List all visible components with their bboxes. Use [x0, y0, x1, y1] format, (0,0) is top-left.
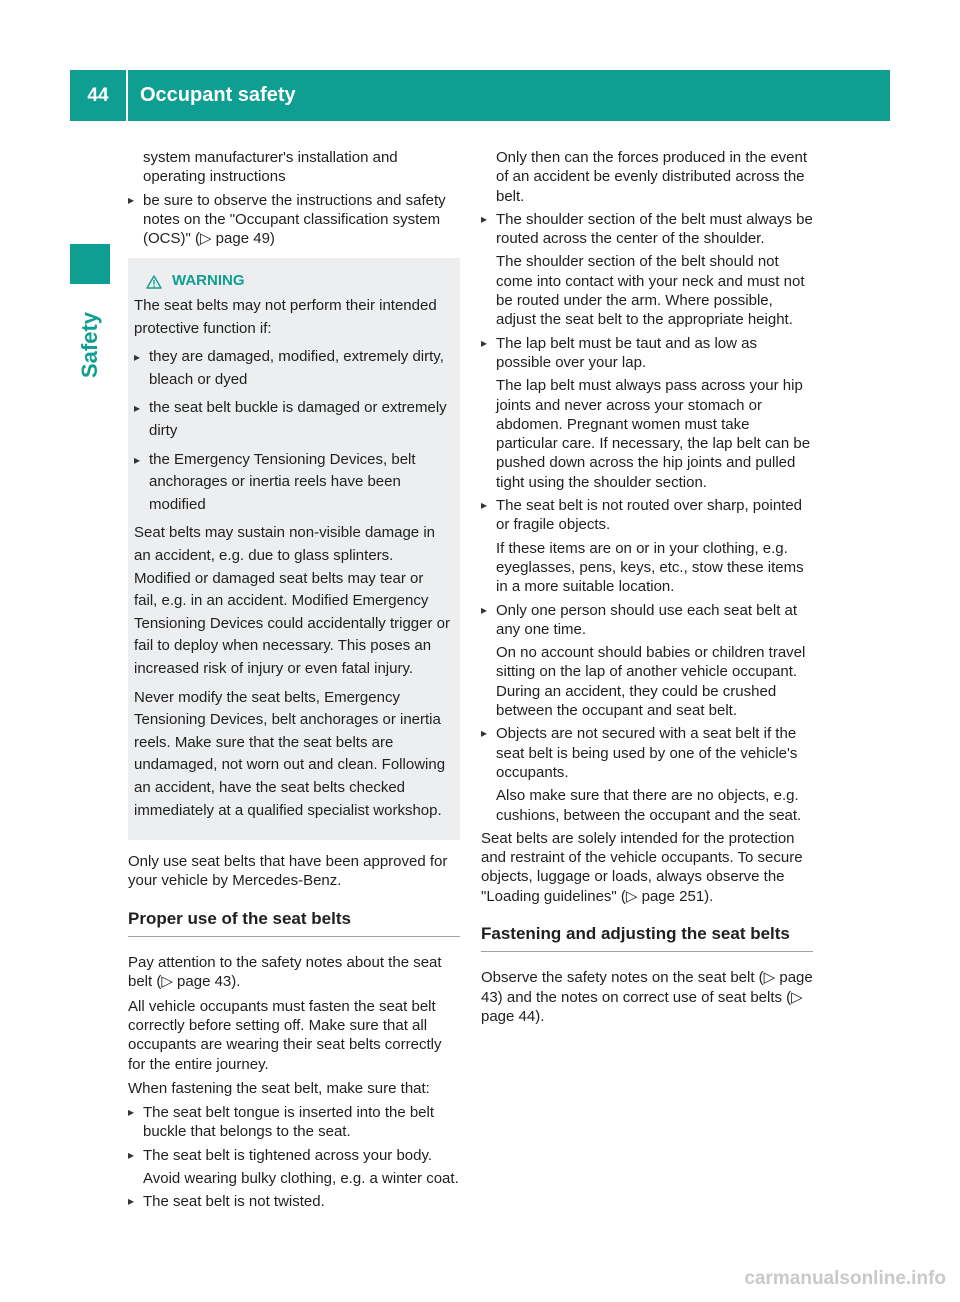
warning-paragraph: Seat belts may sustain non-visible damage in an accident, e.g. due to glass splinters. Modified or damaged seat belts may tear or fail, e.g. in an accident. Modified Emergency Tensioning Devices could accidentally trigger or fail to deploy when necessary. This poses an increased risk of injury or even fatal injury.	[134, 524, 450, 677]
list-item: ▸ The lap belt must be taut and as low as possible over your lap.	[481, 334, 813, 373]
side-tab-marker	[70, 244, 110, 284]
paragraph: Pay attention to the safety notes about the seat belt (▷ page 43).	[128, 954, 442, 991]
list-item: ▸ The seat belt is tightened across your body.	[128, 1146, 460, 1165]
list-item-note: Also make sure that there are no objects, e.g. cushions, between the occupant and the seat.	[496, 787, 802, 824]
list-item-note: On no account should babies or children travel sitting on the lap of another vehicle occupant. During an accident, they could be crushed between the occupant and seat belt.	[496, 644, 806, 720]
paragraph: Observe the safety notes on the seat belt (▷ page 43) and the notes on correct use of seat belts (▷ page 44).	[481, 969, 813, 1025]
warning-triangle-icon	[146, 275, 162, 289]
list-item: ▸ The seat belt is not twisted.	[128, 1192, 460, 1211]
intro-continuation: system manufacturer's installation and operating instructions	[143, 149, 398, 186]
list-item: ▸ Only one person should use each seat belt at any one time.	[481, 601, 813, 640]
warning-bullet: ▸ the Emergency Tensioning Devices, belt anchorages or inertia reels have been modified	[134, 449, 450, 517]
warning-bullet: ▸ the seat belt buckle is damaged or extremely dirty	[134, 397, 450, 442]
paragraph: When fastening the seat belt, make sure that:	[128, 1079, 430, 1097]
list-item-note: If these items are on or in your clothing, e.g. eyeglasses, pens, keys, etc., stow these items in a more suitable location.	[496, 539, 804, 596]
list-item-note: The lap belt must always pass across your hip joints and never across your stomach or abdomen. Pregnant women must take particular care. If necessary, the lap belt can be pushed down across the hip joints and pulled tight using the shoulder section.	[496, 377, 811, 491]
warning-header	[134, 270, 450, 293]
warning-intro: The seat belts may not perform their intended protective function if:	[134, 297, 437, 337]
page-title: Occupant safety	[140, 84, 296, 106]
warning-paragraph: Never modify the seat belts, Emergency Tensioning Devices, belt anchorages or inertia reels. Make sure that the seat belts are undamaged, not worn out and clean. Following an accident, have the seat belts checked immediately at a qualified specialist workshop.	[134, 688, 446, 819]
paragraph: Seat belts are solely intended for the protection and restraint of the vehicle occupants. To secure objects, luggage or loads, always observe the "Loading guidelines" (▷ page 251).	[481, 829, 803, 905]
watermark: carmanualsonline.info	[744, 1268, 946, 1289]
section-heading-fastening: Fastening and adjusting the seat belts	[481, 924, 813, 952]
section-heading-proper-use: Proper use of the seat belts	[128, 909, 460, 937]
list-item-note: Avoid wearing bulky clothing, e.g. a winter coat.	[143, 1170, 459, 1187]
paragraph: All vehicle occupants must fasten the seat belt correctly before setting off. Make sure that all occupants are wearing their seat belts correctly for the entire journey.	[128, 997, 442, 1073]
list-item: ▸ Objects are not secured with a seat belt if the seat belt is being used by one of the vehicle's occupants.	[481, 724, 813, 782]
paragraph: Only then can the forces produced in the event of an accident be evenly distributed across the belt.	[496, 149, 808, 205]
header-divider	[126, 70, 128, 121]
page-number: 44	[87, 84, 109, 106]
right-column	[481, 148, 813, 1031]
left-column	[128, 148, 460, 1216]
list-item: ▸ The seat belt is not routed over sharp, pointed or fragile objects.	[481, 496, 813, 535]
intro-bullet: ▸ be sure to observe the instructions and safety notes on the "Occupant classification system (OCS)" (▷ page 49)	[128, 191, 460, 249]
list-item: ▸ The seat belt tongue is inserted into the belt buckle that belongs to the seat.	[128, 1103, 460, 1142]
warning-bullet: ▸ they are damaged, modified, extremely dirty, bleach or dyed	[134, 346, 450, 391]
list-item-note: The shoulder section of the belt should not come into contact with your neck and must not be routed under the arm. Where possible, adjust the seat belt to the appropriate height.	[496, 253, 805, 329]
list-item: ▸ The shoulder section of the belt must always be routed across the center of the shoulder.	[481, 210, 813, 249]
side-tab-label: Safety	[77, 311, 102, 379]
warning-label: WARNING	[172, 272, 245, 290]
warning-box	[128, 258, 460, 840]
approved-belts-text: Only use seat belts that have been approved for your vehicle by Mercedes-Benz.	[128, 853, 448, 890]
